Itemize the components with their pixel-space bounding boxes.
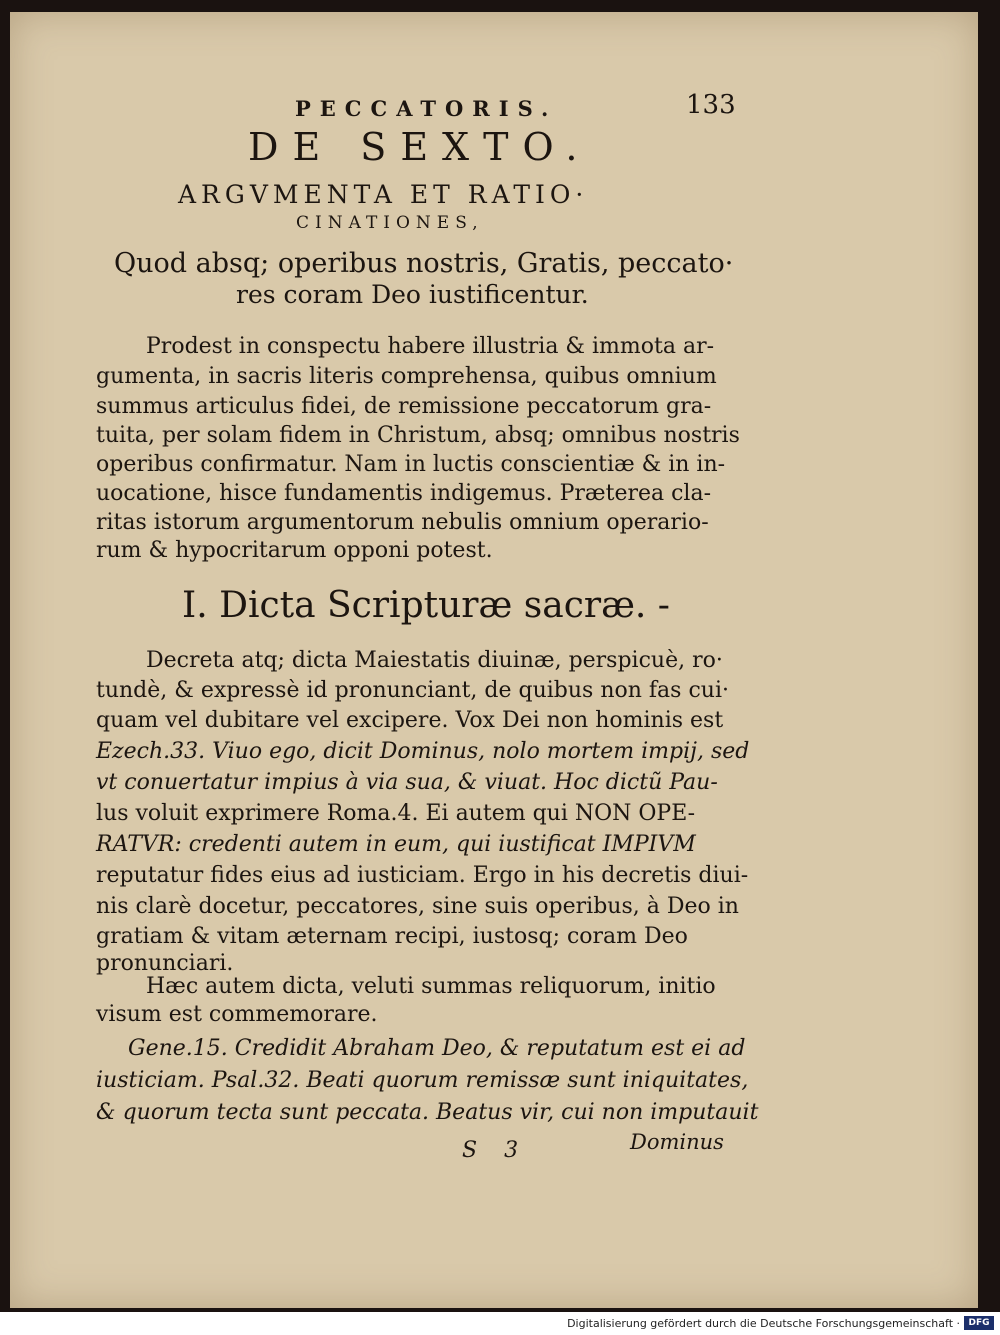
subtitle-line-2: CINATIONES, — [296, 213, 484, 233]
paragraph4-line: iusticiam. Psal.32. Beati quorum remissæ sunt iniquitates, — [96, 1068, 749, 1093]
footer-bar — [0, 1312, 1000, 1335]
paragraph2-line: Decreta atq; dicta Maiestatis diuinæ, perspicuè, ro· — [146, 648, 723, 673]
paragraph1-line: ritas istorum argumentorum nebulis omnium operario- — [96, 510, 709, 535]
paragraph2-line: pronunciari. — [96, 951, 234, 976]
paragraph2-line: vt conuertatur impius à via sua, & viuat. Hoc dictũ Pau- — [96, 770, 718, 795]
paragraph4-line: & quorum tecta sunt peccata. Beatus vir, cui non imputauit — [96, 1100, 759, 1125]
paragraph2-line: Ezech.33. Viuo ego, dicit Dominus, nolo mortem impij, sed — [96, 739, 750, 764]
paragraph2-line: tundè, & expressè id pronunciant, de quibus non fas cui· — [96, 678, 729, 703]
paragraph3-line: visum est commemorare. — [96, 1002, 378, 1027]
paragraph1-line: operibus confirmatur. Nam in luctis conscientiæ & in in- — [96, 452, 726, 477]
signature-mark: S 3 — [462, 1138, 529, 1163]
subtitle-line-4: res coram Deo iustificentur. — [236, 280, 589, 309]
paragraph1-line: rum & hypocritarum opponi potest. — [96, 538, 493, 563]
paragraph4-line: Gene.15. Credidit Abraham Deo, & reputatum est ei ad — [128, 1036, 746, 1061]
book-page — [10, 12, 978, 1308]
paragraph3-line: Hæc autem dicta, veluti summas reliquorum, initio — [146, 974, 716, 999]
paragraph2-line: quam vel dubitare vel excipere. Vox Dei non hominis est — [96, 708, 724, 733]
catchword: Dominus — [630, 1130, 724, 1154]
paragraph1-line: uocatione, hisce fundamentis indigemus. Præterea cla- — [96, 481, 712, 506]
paragraph1-line: Prodest in conspectu habere illustria & immota ar- — [146, 334, 715, 359]
paragraph2-line: RATVR: credenti autem in eum, qui iustificat IMPIVM — [96, 832, 696, 857]
dfg-logo: DFG — [964, 1316, 994, 1330]
paragraph1-line: summus articulus fidei, de remissione peccatorum gra- — [96, 394, 712, 419]
paragraph1-line: tuita, per solam fidem in Christum, absq; omnibus nostris — [96, 423, 740, 448]
subtitle-line-1: ARGVMENTA ET RATIO· — [178, 180, 589, 209]
chapter-title: DE SEXTO. — [248, 125, 592, 169]
paragraph2-line: reputatur fides eius ad iusticiam. Ergo in his decretis diui- — [96, 863, 749, 888]
subtitle-line-3: Quod absq; operibus nostris, Gratis, peccato· — [114, 248, 734, 279]
page-number: 133 — [686, 90, 736, 120]
section-heading: I. Dicta Scripturæ sacræ. - — [182, 585, 670, 626]
running-head: PECCATORIS. — [295, 96, 558, 121]
paragraph2-line: nis clarè docetur, peccatores, sine suis operibus, à Deo in — [96, 894, 739, 919]
paragraph2-line: lus voluit exprimere Roma.4. Ei autem qui NON OPE- — [96, 801, 696, 826]
paragraph2-line: gratiam & vitam æternam recipi, iustosq; coram Deo — [96, 924, 688, 949]
funding-note: Digitalisierung gefördert durch die Deutsche Forschungsgemeinschaft · — [567, 1317, 960, 1330]
paragraph1-line: gumenta, in sacris literis comprehensa, quibus omnium — [96, 364, 717, 389]
